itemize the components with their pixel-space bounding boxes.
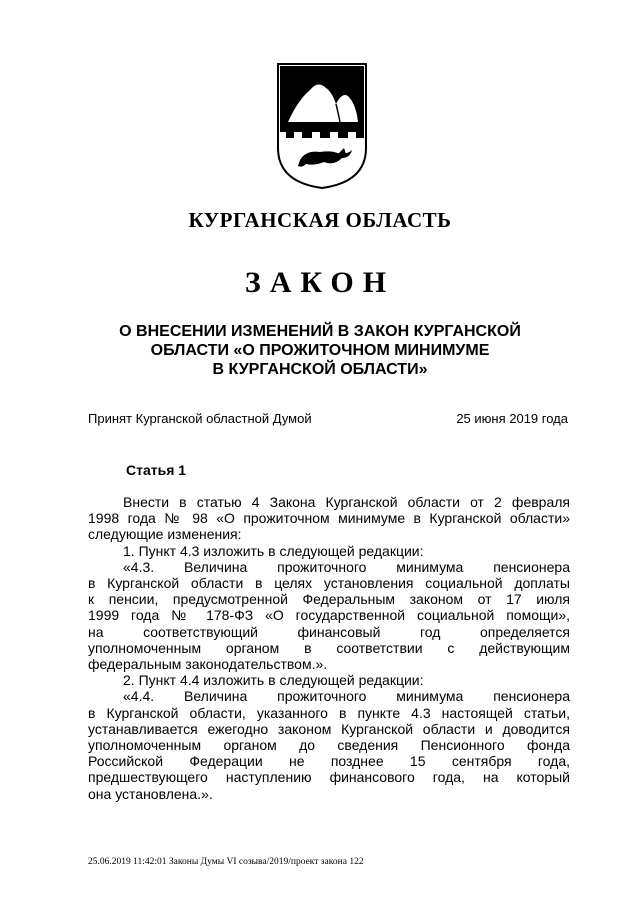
article-line: Внести в статью 4 Закона Курганской области от 2 февраля [123,494,570,510]
article-line: уполномоченным органом до сведения Пенсионного фонда [88,737,570,754]
article-line: «4.3. Величина прожиточного минимума пенсионера [123,558,570,575]
article-line: устанавливается ежегодно законом Курганской области и доводится [88,720,570,737]
article-line: следующие изменения: [88,526,242,543]
law-subtitle [96,322,544,379]
article-heading: Статья 1 [126,462,187,478]
coat-of-arms-icon [276,62,368,190]
subtitle-line: В КУРГАНСКОЙ ОБЛАСТИ» [212,361,428,378]
article-line: 1999 года № 178-ФЗ «О государственной социальной помощи», [88,607,570,624]
document-footer: 25.06.2019 11:42:01 Законы Думы VI созыва/2019/проект закона 122 [88,857,364,867]
document-type-title: ЗАКОН [244,266,396,299]
article-line: в Курганской области, указанного в пункте 4.3 настоящей статьи, [88,704,570,721]
article-line: уполномоченным органом в соответствии с действующим [88,639,570,656]
article-line: Российской Федерации не позднее 15 сентября года, [88,753,570,770]
article-line: федеральным законодательством.». [88,656,328,673]
article-line: 1. Пункт 4.3 изложить в следующей редакции: [123,542,424,559]
article-line: предшествующего наступлению финансового года, на который [88,769,570,786]
article-line: она установлена.». [88,785,213,802]
article-line: 1998 года № 98 «О прожиточном минимуме в Курганской области» [88,510,570,527]
article-line: 2. Пункт 4.4 изложить в следующей редакции: [123,672,424,689]
article-line: «4.4. Величина прожиточного минимума пенсионера [123,688,570,705]
article-line: к пенсии, предусмотренной Федеральным законом от 17 июля [88,591,570,608]
subtitle-line: ОБЛАСТИ «О ПРОЖИТОЧНОМ МИНИМУМЕ [150,342,490,359]
adopting-body: Принят Курганской областной Думой [88,411,312,426]
region-title: КУРГАНСКАЯ ОБЛАСТЬ [188,208,452,232]
article-body [88,494,570,802]
subtitle-line: О ВНЕСЕНИИ ИЗМЕНЕНИЙ В ЗАКОН КУРГАНСКОЙ [119,323,521,340]
article-line: в Курганской области в целях установления социальной доплаты [88,575,570,592]
article-line: на соответствующий финансовый год определяется [88,623,570,640]
adoption-date: 25 июня 2019 года [456,411,568,426]
